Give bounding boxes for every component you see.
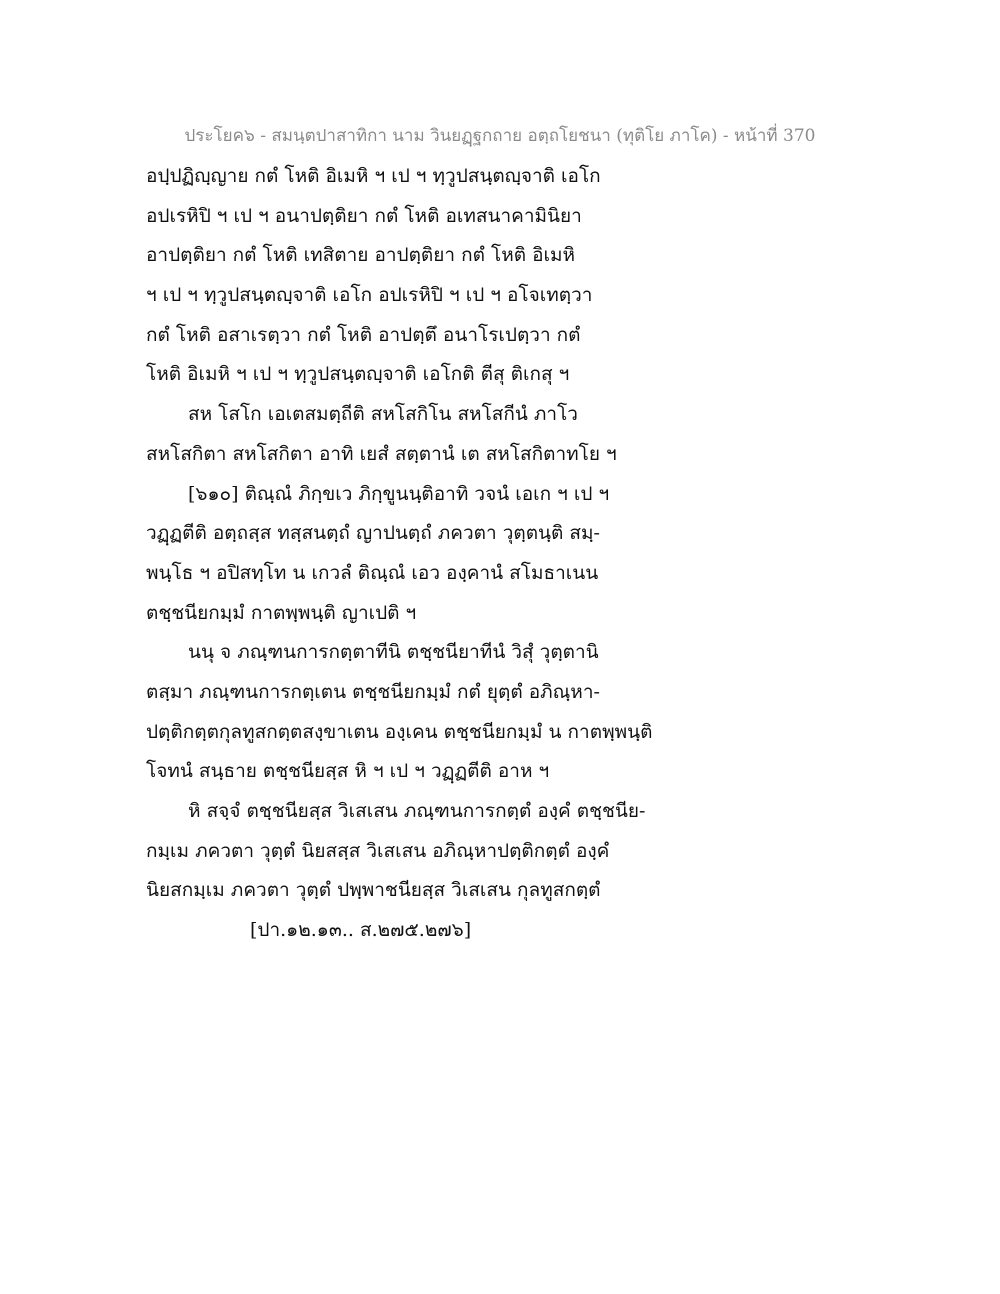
text-line: ฯ เป ฯ ทฺวูปสนฺตญฺจาติ เอโก อปเรหิปิ ฯ เป ฯ อโจเทตฺวา [146, 284, 593, 307]
text-line: กมฺเม ภควตา วุตฺตํ นิยสสฺส วิเสเสน อภิณฺหาปตฺติกตฺตํ องฺคํ [146, 839, 610, 862]
text-line: ตสฺมา ภณฺฑนการกตฺเตน ตชฺชนียกมฺมํ กตํ ยุตฺตํ อภิณฺหา- [146, 680, 600, 703]
text-line: ตชฺชนียกมฺมํ กาตพฺพนฺติ ญาเปติ ฯ [146, 601, 417, 624]
text-line: โจทนํ สนฺธาย ตชฺชนียสฺส หิ ฯ เป ฯ วฏฺฏตีติ อาห ฯ [146, 760, 550, 783]
text-line: วฏฺฏตีติ อตฺถสฺส ทสฺสนตฺถํ ญาปนตฺถํ ภควตา วุตฺตนฺติ สมฺ- [146, 522, 600, 545]
text-line: อปฺปฏิญฺญาย กตํ โหติ อิเมหิ ฯ เป ฯ ทฺวูปสนฺตญฺจาติ เอโก [146, 165, 601, 187]
text-line: พนฺโธ ฯ อปิสทฺโท น เกวลํ ติณฺณํ เอว องฺคานํ สโมธาเนน [146, 561, 599, 584]
paragraph-start-line: หิ สจฺจํ ตชฺชนียสฺส วิเสเสน ภณฺฑนการกตฺตํ องฺคํ ตชฺชนีย- [188, 800, 646, 822]
text-line: อาปตฺติยา กตํ โหติ เทสิตาย อาปตฺติยา กตํ โหติ อิเมหิ [146, 244, 576, 267]
text-line: นิยสกมฺเม ภควตา วุตฺตํ ปพฺพาชนียสฺส วิเสเสน กุลทูสกตฺตํ [146, 879, 601, 902]
text-line: ปตฺติกตฺตกุลทูสกตฺตสงฺขาเตน องฺเคน ตชฺชนียกมฺมํ น กาตพฺพนฺติ [146, 720, 653, 743]
paragraph-start-line: [๖๑๐] ติณฺณํ ภิกฺขเว ภิกฺขูนนฺติอาทิ วจนํ เอเก ฯ เป ฯ [188, 482, 610, 505]
paragraph-start-line: นนุ จ ภณฺฑนการกตฺตาทีนิ ตชฺชนียาทีนํ วิสุํ วุตฺตานิ [188, 641, 599, 664]
text-line: กตํ โหติ อสาเรตฺวา กตํ โหติ อาปตฺตึ อนาโรเปตฺวา กตํ [146, 323, 581, 346]
text-line: โหติ อิเมหิ ฯ เป ฯ ทฺวูปสนฺตญฺจาติ เอโกติ ตีสุ ติเกสุ ฯ [146, 363, 570, 386]
reference-citation: [ปา.๑๒.๑๓.. ส.๒๗๕.๒๗๖] [250, 919, 472, 942]
text-line: อปเรหิปิ ฯ เป ฯ อนาปตฺติยา กตํ โหติ อเทสนาคามินิยา [146, 204, 582, 227]
paragraph-start-line: สห โสโก เอเตสมตฺถีติ สหโสกิโน สหโสกีนํ ภาโว [188, 403, 578, 426]
text-line: สหโสกิตา สหโสกิตา อาทิ เยสํ สตฺตานํ เต สหโสกิตาทโย ฯ [146, 442, 617, 465]
body-text [146, 158, 866, 952]
page-header: ประโยค๖ - สมนฺตปาสาทิกา นาม วินยฏฺฐกถาย อตฺถโยชนา (ทุติโย ภาโค) - หน้าที่ 370 [184, 126, 816, 146]
